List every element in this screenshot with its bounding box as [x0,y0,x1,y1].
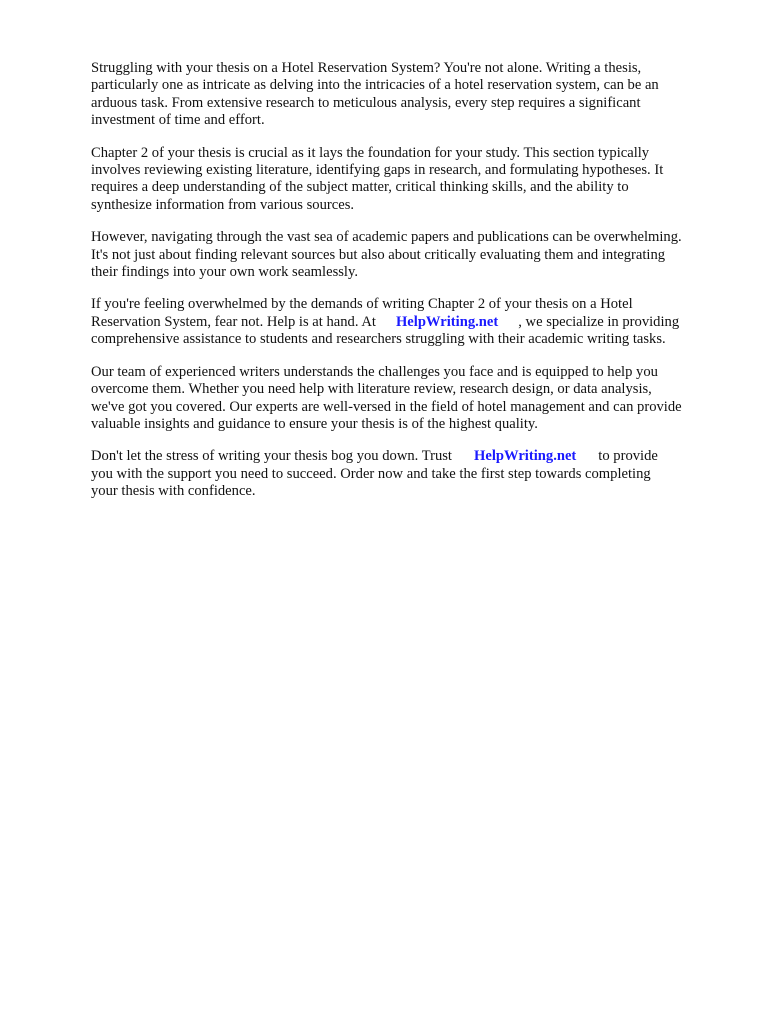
text-line: Our team of experienced writers understands the challenges you face and is equipped to help you [91,363,658,380]
text-line: However, navigating through the vast sea of academic papers and publications can be overwhelming. [91,229,682,246]
text-line: overcome them. Whether you need help with literature review, research design, or data analysis, [91,381,652,398]
text-line: investment of time and effort. [91,112,265,129]
text-segment: Don't let the stress of writing your thesis bog you down. Trust [91,448,452,465]
text-line [91,314,726,331]
text-line: Chapter 2 of your thesis is crucial as it lays the foundation for your study. This section typically [91,144,650,161]
helpwriting-link-2[interactable]: HelpWriting.net [474,448,577,465]
paragraph-team [91,364,726,434]
text-line: synthesize information from various sources. [91,196,355,213]
text-line: comprehensive assistance to students and researchers struggling with their academic writing tasks. [91,331,666,348]
text-line: requires a deep understanding of the subject matter, critical thinking skills, and the ability to [91,179,629,196]
paragraph-navigating [91,229,726,281]
helpwriting-link-1[interactable]: HelpWriting.net [395,313,499,330]
text-line: their findings into your own work seamlessly. [91,264,358,281]
text-segment: to provide [598,448,658,465]
text-line: It's not just about finding relevant sources but also about critically evaluating them and integrating [91,246,666,263]
text-line: involves reviewing existing literature, identifying gaps in research, and formulating hypotheses. It [91,162,664,179]
paragraph-closing [91,448,726,500]
paragraph-help [91,296,726,348]
paragraph-intro [91,60,726,130]
text-line: your thesis with confidence. [91,483,256,500]
text-line: valuable insights and guidance to ensure your thesis is of the highest quality. [91,415,538,432]
text-segment: , we specialize in providing [518,313,680,330]
text-line: arduous task. From extensive research to meticulous analysis, every step requires a significant [91,94,641,111]
text-segment: Reservation System, fear not. Help is at hand. At [91,313,376,330]
text-line [91,448,726,465]
text-line: we've got you covered. Our experts are well-versed in the field of hotel management and can provide [91,398,682,415]
text-line: particularly one as intricate as delving into the intricacies of a hotel reservation system, can be an [91,77,659,94]
text-line: Struggling with your thesis on a Hotel Reservation System? You're not alone. Writing a thesis, [91,60,642,76]
text-line: you with the support you need to succeed. Order now and take the first step towards completing [91,465,651,482]
paragraph-chapter-2 [91,145,726,215]
text-line: If you're feeling overwhelmed by the demands of writing Chapter 2 of your thesis on a Hotel [91,296,633,313]
document-body [91,60,726,516]
